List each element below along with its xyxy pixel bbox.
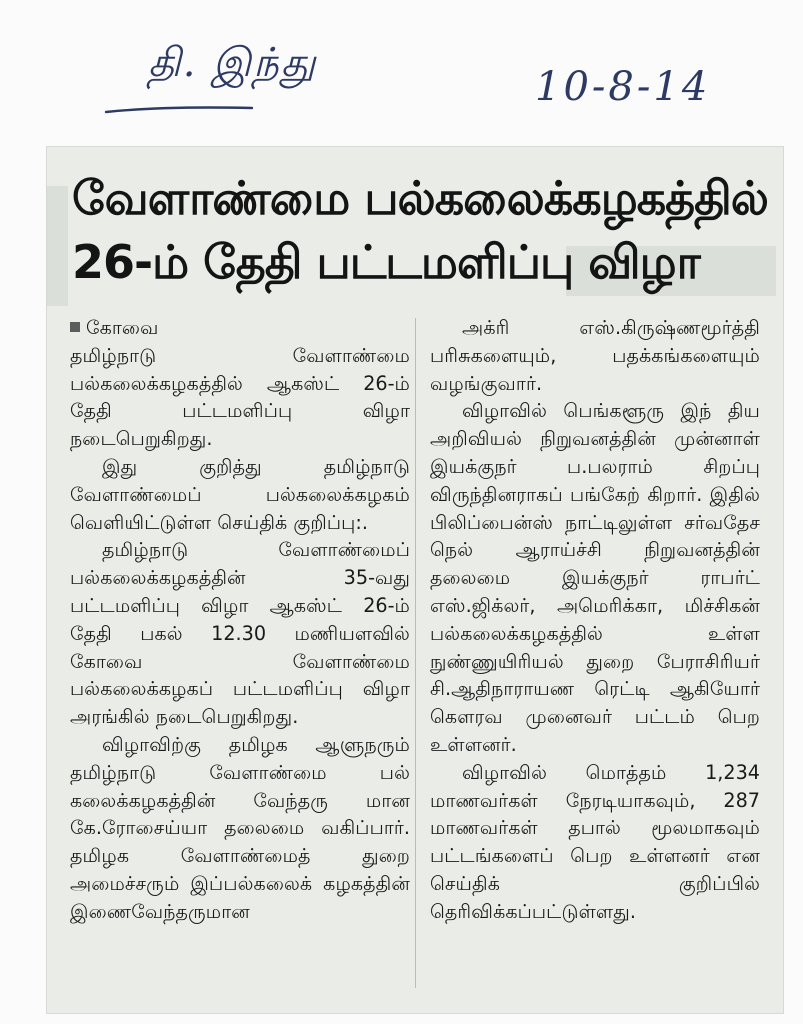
paragraph: அக்ரி எஸ்.கிருஷ்ணமூர்த்தி பரிசுகளையும், பதக்கங்களையும் வழங்குவார். [430, 316, 760, 395]
paragraph: விழாவில் மொத்தம் 1,234 மாணவர்கள் நேரடியாகவும், 287 மாணவர்கள் தபால் மூலமாகவும் பட்டங்களைப் பெற உள்ளனர் என செய்திக் குறிப்பில் தெரிவிக்கப்பட்டுள்ளது. [430, 760, 760, 923]
headline-line-1: வேளாண்மை பல்கலைக்கழகத்தில் [72, 171, 768, 225]
paragraph: விழாவில் பெங்களூரு இந் திய அறிவியல் நிறுவனத்தின் முன்னாள் இயக்குநர் ப.பலராம் சிறப்பு விருந்தினராகப் பங்கேற் கிறார். இதில் பிலிப்பைன்ஸ் நாட்டிலுள்ள சர்வதேச நெல் ஆராய்ச்சி நிறுவனத்தின் தலைமை இயக்குநர் ராபர்ட் எஸ்.ஜிக்லர், அமெரிக்கா, மிச்சிகன் பல்கலைக்கழகத்தில் உள்ள நுண்ணுயிரியல் துறை பேராசிரியர் சி.ஆதிநாராயண ரெட்டி ஆகியோர் கௌரவ முனைவர் பட்டம் பெற உள்ளனர். [430, 399, 760, 756]
article-column-right [430, 314, 760, 926]
dateline [70, 314, 410, 342]
headline-line-2: 26-ம் தேதி பட்டமளிப்பு விழா [72, 235, 700, 289]
paragraph: விழாவிற்கு தமிழக ஆளுநரும் தமிழ்நாடு வேளாண்மை பல் கலைக்கழகத்தின் வேந்தரு மான கே.ரோசைய்யா தலைமை வகிப்பார். தமிழக வேளாண்மைத் துறை அமைச்சரும் இப்பல்கலைக் கழகத்தின் இணைவேந்தருமான [70, 732, 410, 923]
handwritten-paper-name: தி. இந்து [148, 40, 318, 86]
column-divider [415, 318, 416, 988]
paragraph: இது குறித்து தமிழ்நாடு வேளாண்மைப் பல்கலைக்கழகம் வெளியிட்டுள்ள செய்திக் குறிப்பு:. [70, 454, 410, 534]
article-column-left [70, 314, 410, 926]
handwritten-underline [104, 104, 254, 114]
dateline-text: கோவை [86, 316, 159, 339]
handwritten-date: 10-8-14 [535, 64, 711, 110]
paragraph: தமிழ்நாடு வேளாண்மைப் பல்கலைக்கழகத்தின் 35-வது பட்டமளிப்பு விழா ஆகஸ்ட் 26-ம் தேதி பகல் 12.30 மணியளவில் கோவை வேளாண்மை பல்கலைக்கழகப் பட்டமளிப்பு விழா அரங்கில் நடைபெறுகிறது. [70, 538, 410, 729]
bleed-through-left [46, 186, 68, 306]
dateline-bullet-icon [70, 322, 80, 332]
paragraph: தமிழ்நாடு வேளாண்மை பல்கலைக்கழகத்தில் ஆகஸ்ட் 26-ம் தேதி பட்டமளிப்பு விழா நடைபெறுகிறது. [70, 343, 410, 451]
headline [72, 166, 772, 294]
newspaper-clipping [46, 146, 784, 1014]
